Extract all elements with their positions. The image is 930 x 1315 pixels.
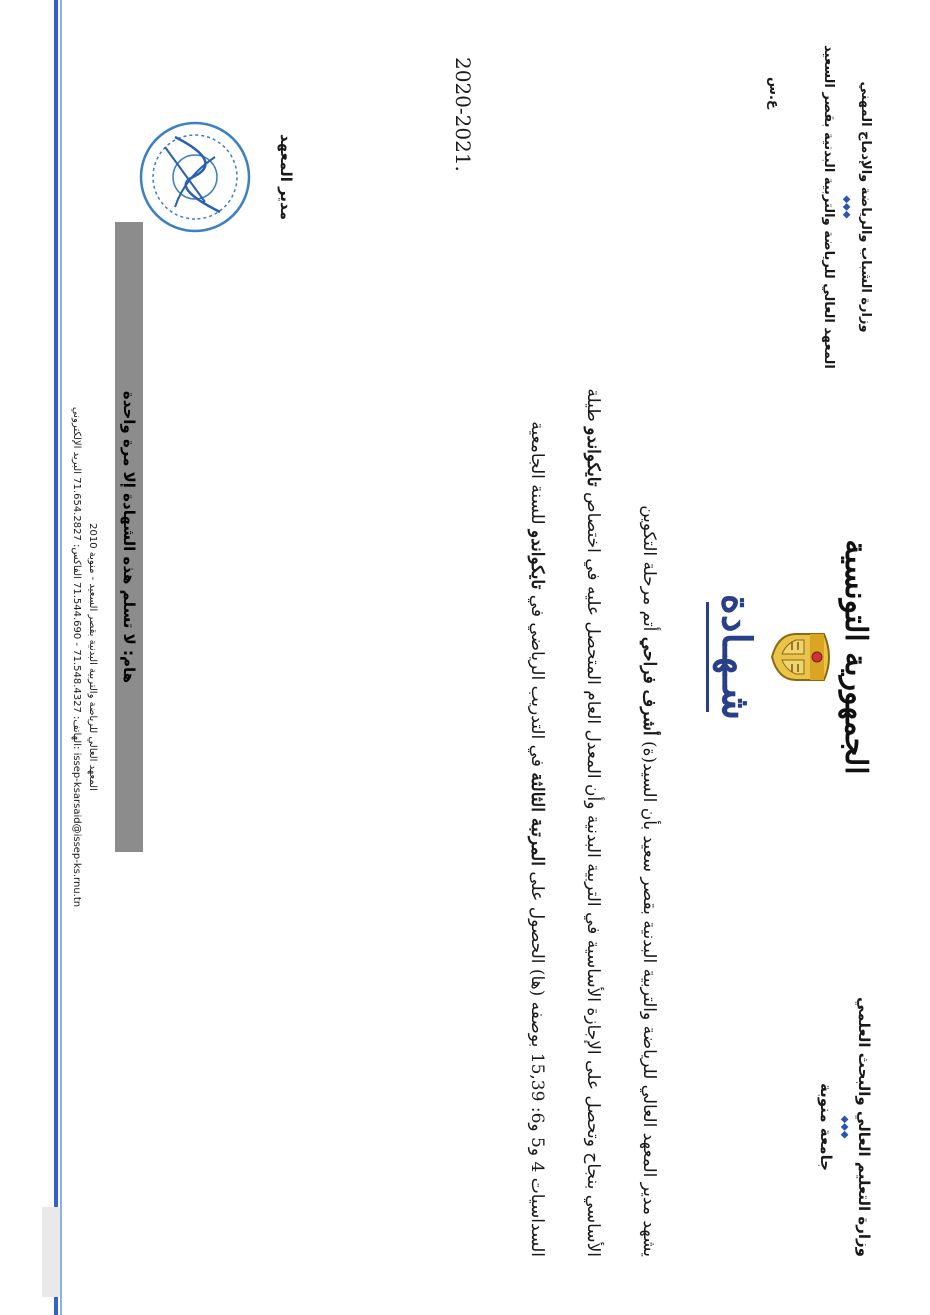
academic-year: 2020-2021. — [451, 57, 475, 172]
body-line-3: السداسيات 4 و5 و6: 15,39 بوصفه (ها) الحصول على المرتبة الثالثة في التدريب الرياضي في تايكواندو للسنة الجامعية — [527, 421, 547, 1257]
scan-smudge — [42, 1207, 60, 1297]
certificate-body — [509, 57, 677, 1257]
title-block — [706, 17, 873, 1297]
ministry-higher-education: وزارة التعليم العالي والبحث العلمي — [855, 996, 873, 1258]
institute-name: المعهد العالي للرياضة والتربية البدنية بقصر السعيد — [821, 45, 837, 369]
footer — [68, 77, 100, 1237]
ministry-youth-sports: وزارة الشباب والرياضة والإدماج المهني — [858, 81, 873, 333]
footer-contact: الهاتف: 71.548.4327 - 71.544.690 الفاكس: 71.654.2827 البريد الإلكتروني: issep-ksarsaid@issep-ks.rnu.tn — [71, 406, 82, 908]
official-stamp-icon — [135, 117, 255, 237]
specialty: تايكواندو — [583, 427, 603, 487]
decorative-dots-icon: ◆◆◆ — [841, 195, 853, 219]
republic-title: الجمهورية التونسية — [838, 539, 873, 775]
tunisia-emblem-icon — [770, 628, 832, 686]
single-issue-notice: هام: لا تسلم هذه الشهادة إلا مرة واحدة — [115, 222, 143, 852]
student-name: أشرف فراحي — [639, 636, 659, 736]
director-title: مدير المعهد — [277, 133, 295, 220]
decorative-dots-icon: ◆◆◆ — [839, 1115, 851, 1139]
certificate-page — [35, 17, 895, 1297]
body-line-1: يشهد مدير المعهد العالي للرياضة والتربية البدنية بقصر سعيد بأن السيد(ة) أشرف فراحي أتم مرحلة التكوين — [639, 505, 659, 1257]
rank: المرتبة الثالثة — [527, 772, 547, 866]
footer-address: المعهد العالي للرياضة والتربية البدنية بقصر السعيد - منوبة 2010 — [87, 523, 98, 791]
university-name: جامعة منوبة — [817, 1082, 836, 1172]
specialty-repeat: تايكواندو — [527, 529, 547, 590]
reference-mark: ع.س — [766, 77, 781, 109]
certificate-title: شـهـادة — [713, 593, 760, 721]
title-underline — [706, 602, 709, 712]
body-line-2: الأساسي بنجاح وتحصل على الإجازة الأساسية في التربية البدنية وأن المعدل العام المتحصل عليه في اختصاص تايكواندو طيلة — [583, 388, 603, 1257]
